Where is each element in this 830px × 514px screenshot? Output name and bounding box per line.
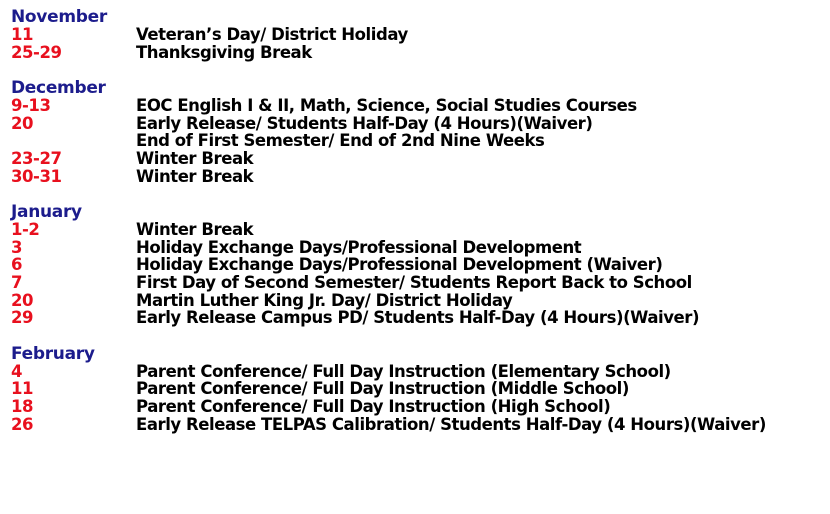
event-date: 1-2 [11,220,40,240]
month-january [11,203,821,327]
event-date: 9-13 [11,96,51,116]
event-date: 4 [11,361,23,381]
event-row [11,115,821,133]
event-row [11,256,821,274]
event-description: Winter Break [136,166,254,186]
event-date: 25-29 [11,42,62,62]
event-description: Early Release TELPAS Calibration/ Students Half-Day (4 Hours)(Waiver) [136,414,766,434]
event-row [11,416,821,434]
event-description: Holiday Exchange Days/Professional Development (Waiver) [136,255,663,275]
event-row [11,221,821,239]
event-row [11,274,821,292]
event-date: 11 [11,379,34,399]
event-date: 11 [11,25,34,44]
month-heading: December [11,78,106,99]
event-date [11,132,136,150]
event-description: Early Release/ Students Half-Day (4 Hours)(Waiver) [136,113,593,133]
event-description: Veteran’s Day/ District Holiday [136,25,408,44]
event-description: Early Release Campus PD/ Students Half-Day (4 Hours)(Waiver) [136,308,700,328]
event-row [11,132,821,150]
month-heading: February [11,343,95,364]
event-row [11,239,821,257]
event-date: 20 [11,290,34,310]
event-description: Martin Luther King Jr. Day/ District Holiday [136,290,513,310]
event-date: 18 [11,396,34,416]
month-heading: November [11,7,107,27]
event-description: Holiday Exchange Days/Professional Development [136,237,582,257]
month-heading: January [11,202,82,223]
event-date: 7 [11,272,23,292]
event-date: 29 [11,308,34,328]
event-description: Thanksgiving Break [136,42,312,62]
event-description: Parent Conference/ Full Day Instruction (Elementary School) [136,361,671,381]
event-row [11,150,821,168]
month-december [11,79,821,185]
event-row [11,97,821,115]
event-row [11,292,821,310]
event-date: 6 [11,255,23,275]
event-description: EOC English I & II, Math, Science, Social Studies Courses [136,96,637,116]
event-row [11,398,821,416]
event-date: 3 [11,237,23,257]
school-calendar [11,8,821,451]
event-description: First Day of Second Semester/ Students Report Back to School [136,272,692,292]
event-row [11,380,821,398]
month-february [11,345,821,433]
event-description: Winter Break [136,220,254,240]
event-date: 20 [11,113,34,133]
event-description: End of First Semester/ End of 2nd Nine Weeks [136,131,545,151]
event-row [11,363,821,381]
event-description: Parent Conference/ Full Day Instruction (Middle School) [136,379,629,399]
event-row [11,44,821,62]
event-description: Winter Break [136,148,254,168]
event-row [11,309,821,327]
event-row [11,26,821,44]
month-november [11,8,821,61]
event-date: 30-31 [11,166,62,186]
event-date: 26 [11,414,34,434]
event-date: 23-27 [11,148,62,168]
event-description: Parent Conference/ Full Day Instruction (High School) [136,396,611,416]
event-row [11,168,821,186]
